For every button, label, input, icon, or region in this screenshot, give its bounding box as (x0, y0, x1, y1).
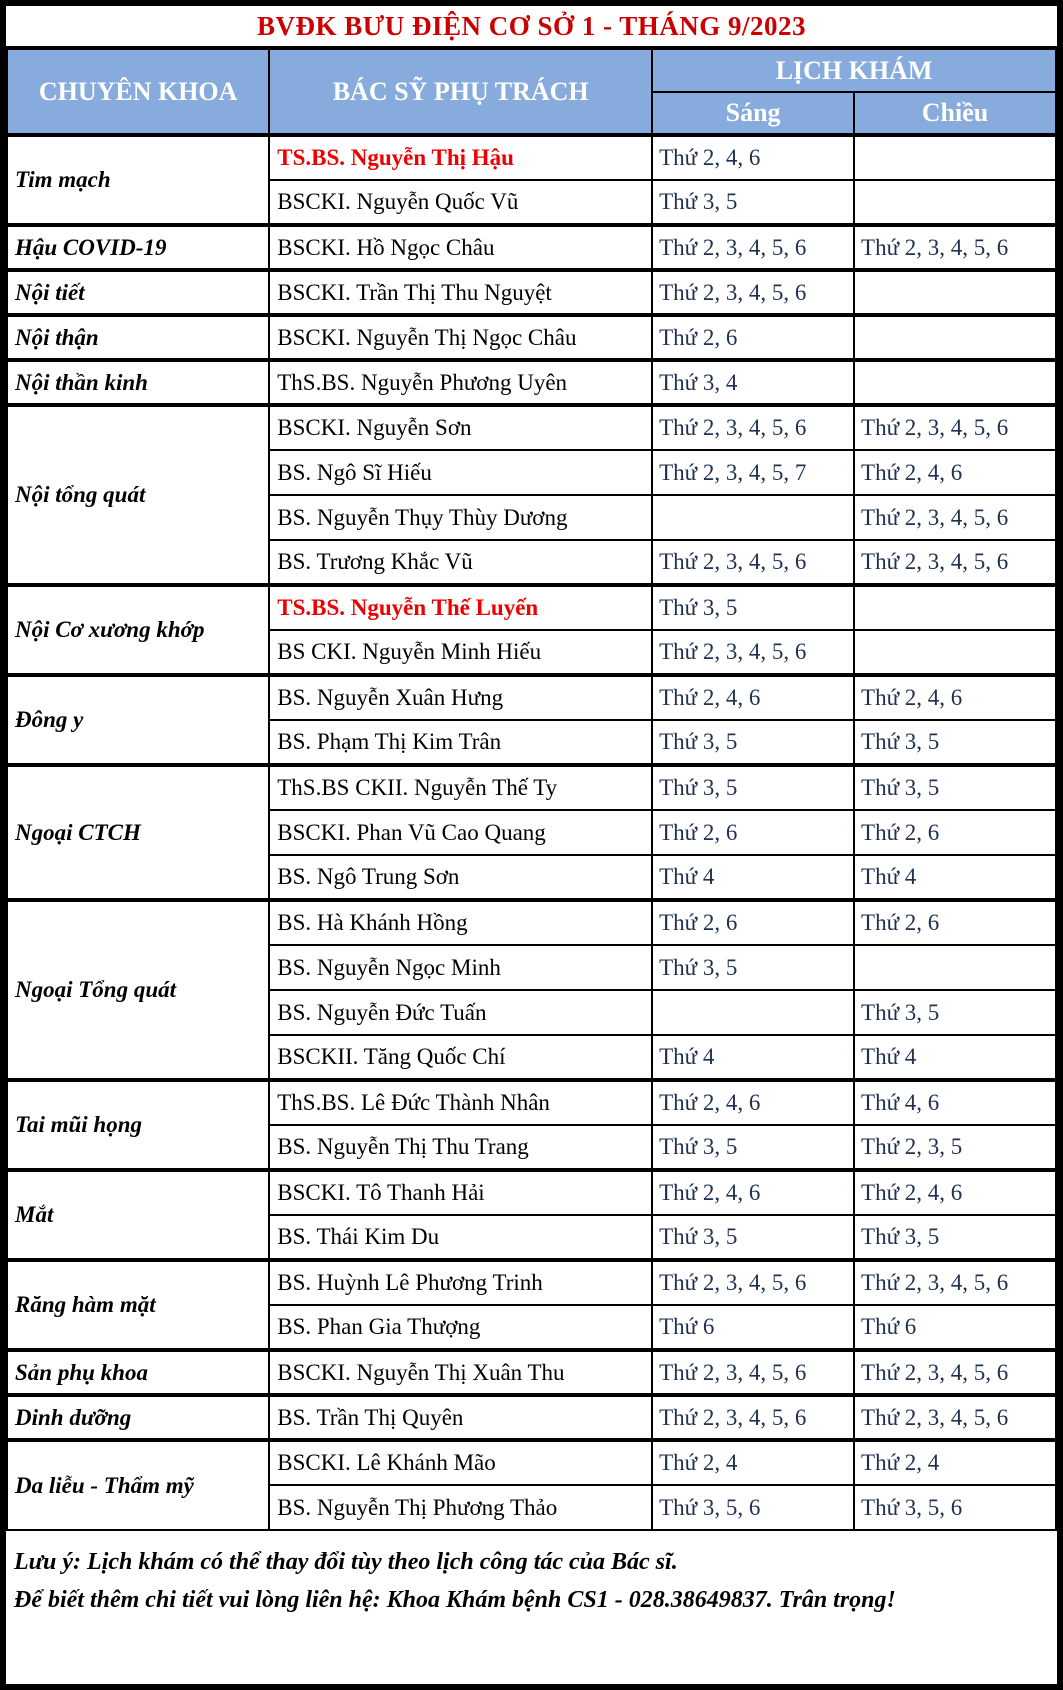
doctor-cell: BSCKI. Nguyễn Thị Ngọc Châu (269, 315, 652, 360)
table-row (7, 1350, 1056, 1395)
afternoon-schedule-cell: Thứ 4 (854, 1035, 1056, 1080)
morning-schedule-cell: Thứ 2, 6 (652, 315, 854, 360)
doctor-cell: BS. Trần Thị Quyên (269, 1395, 652, 1440)
doctor-cell: TS.BS. Nguyễn Thị Hậu (269, 135, 652, 180)
doctor-cell: ThS.BS CKII. Nguyễn Thế Ty (269, 765, 652, 810)
afternoon-schedule-cell: Thứ 3, 5 (854, 765, 1056, 810)
doctor-cell: BS. Nguyễn Đức Tuấn (269, 990, 652, 1035)
doctor-cell: BSCKI. Lê Khánh Mão (269, 1440, 652, 1485)
specialty-cell: Nội thận (7, 315, 269, 360)
doctor-cell: BS. Ngô Trung Sơn (269, 855, 652, 900)
morning-schedule-cell: Thứ 2, 4, 6 (652, 1080, 854, 1125)
doctor-cell: ThS.BS. Nguyễn Phương Uyên (269, 360, 652, 405)
afternoon-schedule-cell: Thứ 2, 6 (854, 900, 1056, 945)
doctor-cell: BS. Phạm Thị Kim Trân (269, 720, 652, 765)
header-row-main (7, 49, 1056, 92)
morning-schedule-cell: Thứ 2, 3, 4, 5, 6 (652, 1350, 854, 1395)
specialty-cell: Nội Cơ xương khớp (7, 585, 269, 675)
morning-schedule-cell: Thứ 3, 5, 6 (652, 1485, 854, 1530)
table-row (7, 675, 1056, 720)
morning-schedule-cell: Thứ 2, 3, 4, 5, 6 (652, 270, 854, 315)
table-row (7, 315, 1056, 360)
doctor-cell: TS.BS. Nguyễn Thế Luyến (269, 585, 652, 630)
doctor-cell: BS. Phan Gia Thượng (269, 1305, 652, 1350)
doctor-cell: BSCKI. Phan Vũ Cao Quang (269, 810, 652, 855)
column-header-morning: Sáng (652, 92, 854, 135)
doctor-cell: BS. Hà Khánh Hồng (269, 900, 652, 945)
table-row (7, 765, 1056, 810)
doctor-cell: BS. Nguyễn Thị Thu Trang (269, 1125, 652, 1170)
doctor-cell: BS CKI. Nguyễn Minh Hiếu (269, 630, 652, 675)
afternoon-schedule-cell (854, 360, 1056, 405)
afternoon-schedule-cell: Thứ 2, 4, 6 (854, 1170, 1056, 1215)
morning-schedule-cell: Thứ 3, 5 (652, 1125, 854, 1170)
table-row (7, 585, 1056, 630)
column-header-schedule: LỊCH KHÁM (652, 49, 1056, 92)
afternoon-schedule-cell (854, 180, 1056, 225)
afternoon-schedule-cell: Thứ 2, 4, 6 (854, 450, 1056, 495)
column-header-doctor: BÁC SỸ PHỤ TRÁCH (269, 49, 652, 135)
doctor-cell: BS. Nguyễn Xuân Hưng (269, 675, 652, 720)
specialty-cell: Sản phụ khoa (7, 1350, 269, 1395)
specialty-cell: Ngoại Tổng quát (7, 900, 269, 1080)
afternoon-schedule-cell: Thứ 6 (854, 1305, 1056, 1350)
morning-schedule-cell: Thứ 3, 5 (652, 180, 854, 225)
doctor-cell: ThS.BS. Lê Đức Thành Nhân (269, 1080, 652, 1125)
doctor-cell: BS. Nguyễn Ngọc Minh (269, 945, 652, 990)
table-row (7, 1440, 1056, 1485)
specialty-cell: Ngoại CTCH (7, 765, 269, 900)
doctor-cell: BSCKI. Nguyễn Quốc Vũ (269, 180, 652, 225)
footer-note-2: Để biết thêm chi tiết vui lòng liên hệ: Khoa Khám bệnh CS1 - 028.38649837. Trân trọng! (14, 1587, 896, 1614)
afternoon-schedule-cell (854, 945, 1056, 990)
column-header-afternoon: Chiều (854, 92, 1056, 135)
table-header (7, 49, 1056, 135)
table-row (7, 1260, 1056, 1305)
afternoon-schedule-cell: Thứ 2, 3, 4, 5, 6 (854, 540, 1056, 585)
morning-schedule-cell (652, 495, 854, 540)
specialty-cell: Nội tổng quát (7, 405, 269, 585)
doctor-cell: BS. Thái Kim Du (269, 1215, 652, 1260)
afternoon-schedule-cell: Thứ 2, 4, 6 (854, 675, 1056, 720)
specialty-cell: Da liễu - Thẩm mỹ (7, 1440, 269, 1530)
table-row (7, 360, 1056, 405)
afternoon-schedule-cell: Thứ 4, 6 (854, 1080, 1056, 1125)
afternoon-schedule-cell: Thứ 2, 3, 4, 5, 6 (854, 405, 1056, 450)
table-row (7, 1395, 1056, 1440)
title-bar (6, 6, 1057, 48)
table-row (7, 1080, 1056, 1125)
afternoon-schedule-cell (854, 315, 1056, 360)
specialty-cell: Nội thần kinh (7, 360, 269, 405)
afternoon-schedule-cell: Thứ 3, 5 (854, 720, 1056, 765)
specialty-cell: Tim mạch (7, 135, 269, 225)
afternoon-schedule-cell: Thứ 2, 3, 4, 5, 6 (854, 1350, 1056, 1395)
afternoon-schedule-cell: Thứ 2, 3, 4, 5, 6 (854, 495, 1056, 540)
doctor-cell: BSCKI. Trần Thị Thu Nguyệt (269, 270, 652, 315)
afternoon-schedule-cell: Thứ 2, 3, 4, 5, 6 (854, 1395, 1056, 1440)
table-row (7, 225, 1056, 270)
afternoon-schedule-cell: Thứ 2, 3, 4, 5, 6 (854, 1260, 1056, 1305)
table-row (7, 270, 1056, 315)
afternoon-schedule-cell: Thứ 2, 4 (854, 1440, 1056, 1485)
footer-notes (6, 1531, 1057, 1684)
afternoon-schedule-cell: Thứ 3, 5 (854, 990, 1056, 1035)
schedule-table-body (7, 135, 1056, 1530)
morning-schedule-cell: Thứ 2, 3, 4, 5, 7 (652, 450, 854, 495)
morning-schedule-cell: Thứ 3, 5 (652, 1215, 854, 1260)
afternoon-schedule-cell (854, 135, 1056, 180)
column-header-specialty: CHUYÊN KHOA (7, 49, 269, 135)
doctor-cell: BSCKI. Nguyễn Thị Xuân Thu (269, 1350, 652, 1395)
page-title: BVĐK BƯU ĐIỆN CƠ SỞ 1 - THÁNG 9/2023 (256, 10, 807, 41)
afternoon-schedule-cell (854, 585, 1056, 630)
afternoon-schedule-cell: Thứ 4 (854, 855, 1056, 900)
morning-schedule-cell: Thứ 2, 3, 4, 5, 6 (652, 630, 854, 675)
specialty-cell: Tai mũi họng (7, 1080, 269, 1170)
afternoon-schedule-cell: Thứ 2, 3, 5 (854, 1125, 1056, 1170)
morning-schedule-cell (652, 990, 854, 1035)
schedule-table (6, 48, 1057, 1531)
specialty-cell: Đông y (7, 675, 269, 765)
morning-schedule-cell: Thứ 2, 6 (652, 810, 854, 855)
doctor-cell: BSCKII. Tăng Quốc Chí (269, 1035, 652, 1080)
morning-schedule-cell: Thứ 2, 6 (652, 900, 854, 945)
morning-schedule-cell: Thứ 3, 5 (652, 765, 854, 810)
morning-schedule-cell: Thứ 2, 4, 6 (652, 1170, 854, 1215)
specialty-cell: Dinh dưỡng (7, 1395, 269, 1440)
doctor-cell: BSCKI. Tô Thanh Hải (269, 1170, 652, 1215)
afternoon-schedule-cell: Thứ 2, 3, 4, 5, 6 (854, 225, 1056, 270)
morning-schedule-cell: Thứ 2, 3, 4, 5, 6 (652, 1260, 854, 1305)
specialty-cell: Răng hàm mặt (7, 1260, 269, 1350)
doctor-cell: BSCKI. Nguyễn Sơn (269, 405, 652, 450)
doctor-cell: BS. Huỳnh Lê Phương Trinh (269, 1260, 652, 1305)
morning-schedule-cell: Thứ 2, 3, 4, 5, 6 (652, 405, 854, 450)
morning-schedule-cell: Thứ 2, 3, 4, 5, 6 (652, 1395, 854, 1440)
afternoon-schedule-cell: Thứ 3, 5 (854, 1215, 1056, 1260)
specialty-cell: Hậu COVID-19 (7, 225, 269, 270)
doctor-cell: BS. Ngô Sĩ Hiếu (269, 450, 652, 495)
morning-schedule-cell: Thứ 3, 5 (652, 720, 854, 765)
table-row (7, 900, 1056, 945)
morning-schedule-cell: Thứ 2, 4 (652, 1440, 854, 1485)
morning-schedule-cell: Thứ 2, 3, 4, 5, 6 (652, 225, 854, 270)
morning-schedule-cell: Thứ 4 (652, 1035, 854, 1080)
doctor-cell: BS. Nguyễn Thị Phương Thảo (269, 1485, 652, 1530)
table-row (7, 135, 1056, 180)
morning-schedule-cell: Thứ 2, 4, 6 (652, 135, 854, 180)
specialty-cell: Mắt (7, 1170, 269, 1260)
afternoon-schedule-cell: Thứ 3, 5, 6 (854, 1485, 1056, 1530)
afternoon-schedule-cell: Thứ 2, 6 (854, 810, 1056, 855)
afternoon-schedule-cell (854, 270, 1056, 315)
footer-note-1: Lưu ý: Lịch khám có thể thay đổi tùy theo lịch công tác của Bác sĩ. (14, 1549, 678, 1575)
afternoon-schedule-cell (854, 630, 1056, 675)
morning-schedule-cell: Thứ 2, 3, 4, 5, 6 (652, 540, 854, 585)
morning-schedule-cell: Thứ 2, 4, 6 (652, 675, 854, 720)
table-row (7, 1170, 1056, 1215)
doctor-cell: BSCKI. Hồ Ngọc Châu (269, 225, 652, 270)
morning-schedule-cell: Thứ 3, 4 (652, 360, 854, 405)
doctor-cell: BS. Trương Khắc Vũ (269, 540, 652, 585)
doctor-cell: BS. Nguyễn Thụy Thùy Dương (269, 495, 652, 540)
table-row (7, 405, 1056, 450)
morning-schedule-cell: Thứ 3, 5 (652, 945, 854, 990)
morning-schedule-cell: Thứ 6 (652, 1305, 854, 1350)
morning-schedule-cell: Thứ 4 (652, 855, 854, 900)
specialty-cell: Nội tiết (7, 270, 269, 315)
morning-schedule-cell: Thứ 3, 5 (652, 585, 854, 630)
